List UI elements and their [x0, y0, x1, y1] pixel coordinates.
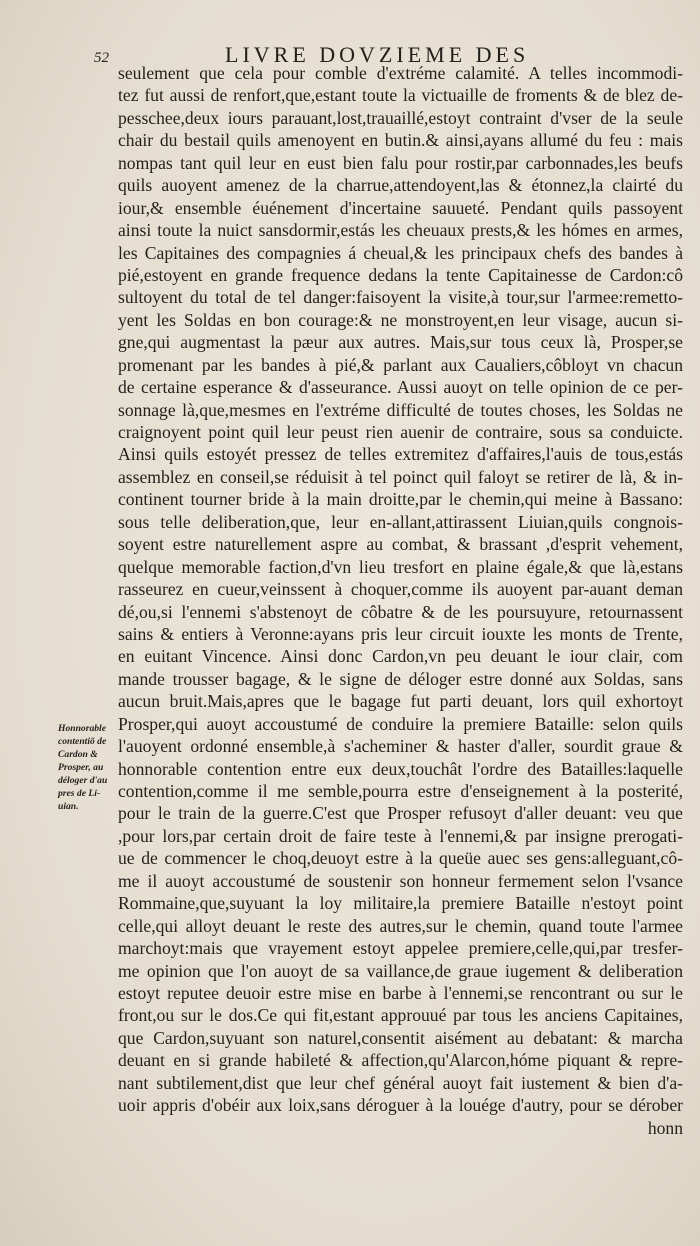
text-line: seulement que cela pour comble d'extréme calamité. A telles incommodi-	[118, 63, 683, 83]
text-line: sains & entiers à Veronne:ayans pris leur circuit iouxte les monts de Trente,	[118, 623, 683, 644]
text-line: continent tourner bride à la main droitte,par le chemin,qui meine à Bassano:	[118, 489, 683, 510]
text-line: promenant par les bandes à pié,& parlant aux Caualiers,côbloyt vn chacun	[118, 354, 683, 375]
margin-note-line: déloger d'au	[58, 775, 108, 786]
text-line: sultoyent du total de tel danger:faisoyent la visite,à tour,sur l'armee:remetto-	[118, 287, 683, 308]
text-line: craignoyent point quil leur peust rien auenir de contraire, sous sa conduicte.	[118, 422, 683, 442]
text-line: les Capitaines des compagnies á cheual,& les principaux chefs des bandes à	[118, 242, 683, 263]
text-line: quils auoyent amenez de la charrue,attendoyent,las & étonnez,la clairté du	[118, 175, 683, 196]
text-line: celle,qui alloyt deuant le reste des autres,sur le chemin, quand toute l'armee	[118, 915, 683, 936]
text-line: assemblez en conseil,se réduisit à tel poinct quil faloyt se retirer de là, & in-	[118, 466, 683, 487]
text-line: nant subtilement,dist que leur chef général auoyt fait iustement & bien d'a-	[118, 1072, 683, 1093]
running-head: LIVRE DOVZIEME DES	[225, 42, 530, 67]
text-line: Prosper,qui auoyt accoustumé de conduire la premiere Bataille: selon quils	[118, 713, 683, 734]
text-line: honn	[647, 1117, 683, 1138]
text-line: rasseurez en cueur,veinssent à choquer,comme ils auoyent par-auant deman	[118, 579, 683, 600]
text-line: chair du bestail quils amenoyent en butin.& ainsi,ayans allumé du feu : mais	[118, 130, 683, 151]
margin-note-line: contentiõ de	[58, 736, 107, 747]
text-line: honnorable contention entre eux deux,touchât l'ordre des Batailles:laquelle	[118, 758, 683, 779]
text-line: yent les Soldas en bon courage:& ne monstroyent,en leur visage, aucun si-	[118, 309, 683, 330]
margin-note-line: Honnorable	[58, 723, 106, 734]
text-line: ue de commencer le choq,deuoyt estre à la queüe auec ses gens:alleguant,cô-	[118, 848, 683, 869]
text-line: l'auoyent ordonné ensemble,à s'acheminer & haster d'aller, sourdit graue &	[118, 736, 683, 757]
text-line: dé,ou,si l'ennemi s'abstenoyt de côbatre & de les poursuyure, retournassent	[118, 601, 683, 622]
text-line: pié,estoyent en grande frequence dedans la tente Capitainesse de Cardon:cô	[118, 264, 683, 285]
text-line: Rommaine,que,suyuant la loy militaire,la premiere Bataille n'estoyt point	[118, 893, 683, 914]
text-line: estoyt reputee deuoir estre mise en barbe à l'ennemi,se rencontrant ou sur le	[118, 982, 683, 1003]
text-line: aucun bruit.Mais,apres que le bagage fut parti deuant, lors quil exhortoyt	[118, 691, 683, 712]
margin-note-line: uian.	[58, 801, 79, 812]
text-line: front,ou sur le dos.Ce qui fit,estant approuué par tous les anciens Capitaines,	[118, 1005, 683, 1026]
text-line: en euitant Vincence. Ainsi donc Cardon,vn peu deuant le iour clair, com	[118, 646, 683, 667]
margin-note-line: Cardon &	[58, 749, 98, 760]
text-line: soyent estre naturellement aspre au combat, & brassant ,d'esprit vehement,	[118, 534, 683, 555]
text-line: pour le train de la guerre.C'est que Prosper refusoyt d'aller deuant: veu que	[118, 803, 683, 824]
text-line: marchoyt:mais que vrayement estoyt appelee premiere,celle,qui,par tresfer-	[118, 938, 683, 959]
text-line: me il auoyt accoustumé de soustenir son honneur fermement selon l'vsance	[118, 870, 683, 891]
body-text	[118, 62, 683, 1139]
text-line: quelque memorable faction,d'vn lieu tresfort en plaine égale,& que là,estans	[118, 556, 683, 577]
margin-note-line: pres de Li-	[58, 788, 101, 799]
text-line: me opinion que l'on auoyt de sa vaillance,de graue iugement & deliberation	[118, 960, 683, 981]
text-line: deuant en si grande habileté & affection,qu'Alarcon,hóme piquant & repre-	[118, 1050, 683, 1071]
text-line: ,pour lors,par certain droit de faire teste à l'ennemi,& par insigne prerogati-	[118, 825, 683, 846]
text-line: que Cardon,suyuant son naturel,consentit aisément au debatant: & marcha	[118, 1027, 683, 1048]
text-line: nompas tant quil leur en eust bien falu pour rostir,par carbonnades,les beufs	[118, 152, 683, 173]
text-line: Ainsi quils estoyét pressez de telles extremitez d'affaires,l'auis de tous,estás	[118, 444, 683, 465]
text-line: pesschee,deux iours parauant,lost,trauaillé,estoyt contraint d'vser de la seule	[118, 107, 683, 128]
text-line: mande trousser bagage, & le signe de déloger estre donné aux Soldas, sans	[118, 668, 683, 689]
text-line: contention,comme il me semble,pourra estre d'enseignement à la posterité,	[118, 781, 683, 801]
text-line: uoir appris d'obéir aux loix,sans déroguer à la louége d'autry, pour se dérober	[118, 1095, 683, 1116]
text-line: de certaine esperance & d'asseurance. Aussi auoyt on telle opinion de ce per-	[118, 377, 683, 398]
text-line: gne,qui augmentast la pæur aux autres. Mais,sur tous ceux là, Prosper,se	[118, 332, 683, 353]
text-line: tez fut aussi de renfort,que,estant toute la victuaille de froments & de blez de-	[118, 85, 683, 106]
margin-note-line: Prosper, au	[58, 762, 104, 773]
page-number: 52	[94, 50, 109, 66]
margin-note	[58, 722, 124, 813]
text-line: sous telle deliberation,que, leur en-allant,attirassent Liuian,quils congnois-	[118, 511, 683, 532]
text-line: iour,& ensemble éuénement d'incertaine sauueté. Pendant quils passoyent	[118, 197, 683, 218]
text-line: ainsi toute la nuict sansdormir,estás les cheuaux prests,& les hómes en armes,	[118, 220, 683, 241]
text-line: sonnage là,que,mesmes en l'extréme difficulté de toutes choses, les Soldas ne	[118, 399, 683, 420]
